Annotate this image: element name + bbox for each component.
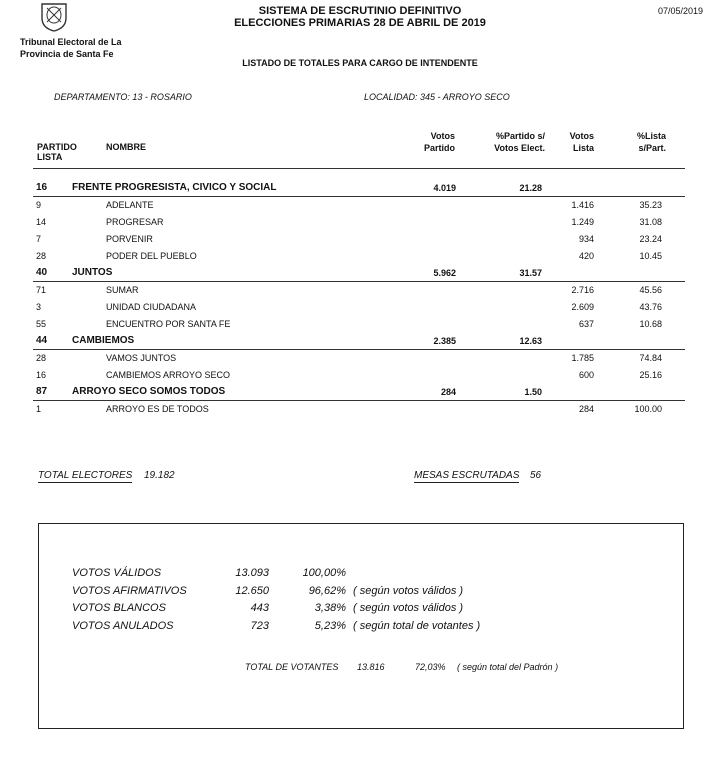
party-percent: 21.28 (519, 183, 542, 193)
org-line-2: Provincia de Santa Fe (20, 49, 114, 59)
party-votes: 284 (440, 387, 456, 397)
list-percent: 10.45 (639, 251, 662, 261)
list-percent: 25.16 (639, 370, 662, 380)
localidad: LOCALIDAD: 345 - ARROYO SECO (364, 92, 510, 102)
list-row (0, 401, 720, 417)
party-name: FRENTE PROGRESISTA, CIVICO Y SOCIAL (72, 182, 277, 193)
vote-summary-box (38, 523, 684, 729)
list-percent: 31.08 (639, 217, 662, 227)
header-divider (33, 168, 685, 169)
party-number: 40 (36, 267, 48, 278)
departamento: DEPARTAMENTO: 13 - ROSARIO (54, 92, 192, 102)
mesas-escrutadas-label-text: MESAS ESCRUTADAS (414, 470, 520, 481)
list-votes: 1.785 (571, 353, 594, 363)
col-nombre: NOMBRE (106, 142, 146, 152)
list-votes: 1.416 (571, 200, 594, 210)
list-name: PROGRESAR (106, 217, 164, 227)
total-electores-label-text: TOTAL ELECTORES (38, 470, 133, 481)
party-row (0, 265, 720, 281)
list-name: ENCUENTRO POR SANTA FE (106, 319, 231, 329)
col-partido-lista: PARTIDO LISTA (37, 142, 77, 162)
list-name: SUMAR (106, 285, 139, 295)
summary-value: 13.093 (235, 567, 269, 579)
listing-title: LISTADO DE TOTALES PARA CARGO DE INTENDENTE (242, 58, 478, 68)
list-votes: 637 (578, 319, 594, 329)
col-pct-lista: %Lista s/Part. (636, 131, 666, 153)
party-votes: 4.019 (433, 183, 456, 193)
col-pct-partido: %Partido s/ Votos Elect. (494, 131, 545, 153)
list-row (0, 367, 720, 383)
list-percent: 23.24 (639, 234, 662, 244)
list-number: 55 (36, 319, 47, 329)
list-votes: 2.716 (571, 285, 594, 295)
summary-value: 723 (250, 619, 269, 632)
party-votes: 5.962 (433, 268, 456, 278)
total-electores-label (38, 470, 132, 481)
party-name: ARROYO SECO SOMOS TODOS (72, 386, 226, 397)
total-votantes-note: ( según total del Padrón ) (457, 662, 559, 672)
total-votantes-value: 13.816 (357, 662, 385, 672)
election-title: ELECCIONES PRIMARIAS 28 DE ABRIL DE 2019 (234, 17, 486, 29)
list-name: UNIDAD CIUDADANA (106, 302, 197, 312)
summary-note: ( según total de votantes ) (353, 619, 481, 632)
list-row (0, 231, 720, 247)
mesas-escrutadas-label (414, 470, 519, 481)
party-row (0, 180, 720, 196)
list-number: 28 (36, 353, 47, 363)
mesas-escrutadas-value: 56 (530, 470, 542, 481)
party-number: 44 (36, 335, 48, 346)
party-votes: 2.385 (433, 336, 456, 346)
list-votes: 284 (578, 404, 594, 414)
summary-percent: 3,38% (314, 602, 346, 614)
report-date: 07/05/2019 (657, 6, 703, 16)
list-percent: 100.00 (634, 404, 662, 414)
list-number: 9 (36, 200, 42, 210)
list-number: 1 (36, 404, 42, 414)
party-number: 87 (36, 386, 48, 397)
list-row (0, 282, 720, 298)
list-votes: 1.249 (571, 217, 594, 227)
party-row (0, 384, 720, 400)
list-votes: 600 (578, 370, 594, 380)
list-number: 16 (36, 370, 47, 380)
party-percent: 12.63 (519, 336, 542, 346)
list-number: 7 (36, 234, 42, 244)
list-name: CAMBIEMOS ARROYO SECO (106, 370, 231, 380)
list-percent: 35.23 (639, 200, 662, 210)
list-row (0, 248, 720, 264)
list-number: 71 (36, 285, 47, 295)
col-votos-partido: Votos Partido (423, 131, 455, 153)
party-name: JUNTOS (72, 267, 113, 278)
list-row (0, 197, 720, 213)
col-votos-lista: Votos Lista (569, 131, 594, 153)
party-name: CAMBIEMOS (72, 335, 135, 346)
summary-note: ( según votos válidos ) (353, 584, 464, 597)
total-electores-value: 19.182 (144, 470, 175, 481)
org-line-1: Tribunal Electoral de La (20, 37, 122, 47)
list-votes: 2.609 (571, 302, 594, 312)
summary-label: VOTOS BLANCOS (72, 602, 166, 614)
list-percent: 74.84 (639, 353, 662, 363)
list-row (0, 299, 720, 315)
summary-value: 443 (250, 602, 269, 614)
list-number: 14 (36, 217, 47, 227)
summary-percent: 96,62% (308, 584, 346, 597)
summary-label: VOTOS ANULADOS (72, 619, 174, 632)
summary-percent: 100,00% (302, 567, 346, 579)
list-percent: 43.76 (639, 302, 662, 312)
total-votantes-label: TOTAL DE VOTANTES (245, 662, 339, 672)
list-votes: 420 (578, 251, 594, 261)
system-title: SISTEMA DE ESCRUTINIO DEFINITIVO (258, 5, 462, 17)
list-row (0, 350, 720, 366)
total-votantes-pct: 72,03% (415, 662, 446, 672)
list-percent: 45.56 (639, 285, 662, 295)
list-votes: 934 (578, 234, 594, 244)
list-row (0, 214, 720, 230)
list-name: PORVENIR (106, 234, 153, 244)
summary-note: ( según votos válidos ) (353, 602, 464, 614)
list-row (0, 316, 720, 332)
organization-name (20, 36, 122, 60)
list-number: 28 (36, 251, 47, 261)
list-name: ARROYO ES DE TODOS (106, 404, 209, 414)
summary-label: VOTOS AFIRMATIVOS (72, 584, 187, 597)
party-percent: 31.57 (519, 268, 542, 278)
party-percent: 1.50 (524, 387, 542, 397)
summary-percent: 5,23% (314, 619, 346, 632)
list-name: VAMOS JUNTOS (106, 353, 177, 363)
summary-value: 12.650 (235, 584, 269, 597)
list-name: ADELANTE (106, 200, 154, 210)
party-row (0, 333, 720, 349)
list-number: 3 (36, 302, 42, 312)
summary-label: VOTOS VÁLIDOS (72, 567, 162, 579)
list-name: PODER DEL PUEBLO (106, 251, 197, 261)
party-number: 16 (36, 182, 48, 193)
list-percent: 10.68 (639, 319, 662, 329)
province-seal-icon (40, 2, 68, 32)
